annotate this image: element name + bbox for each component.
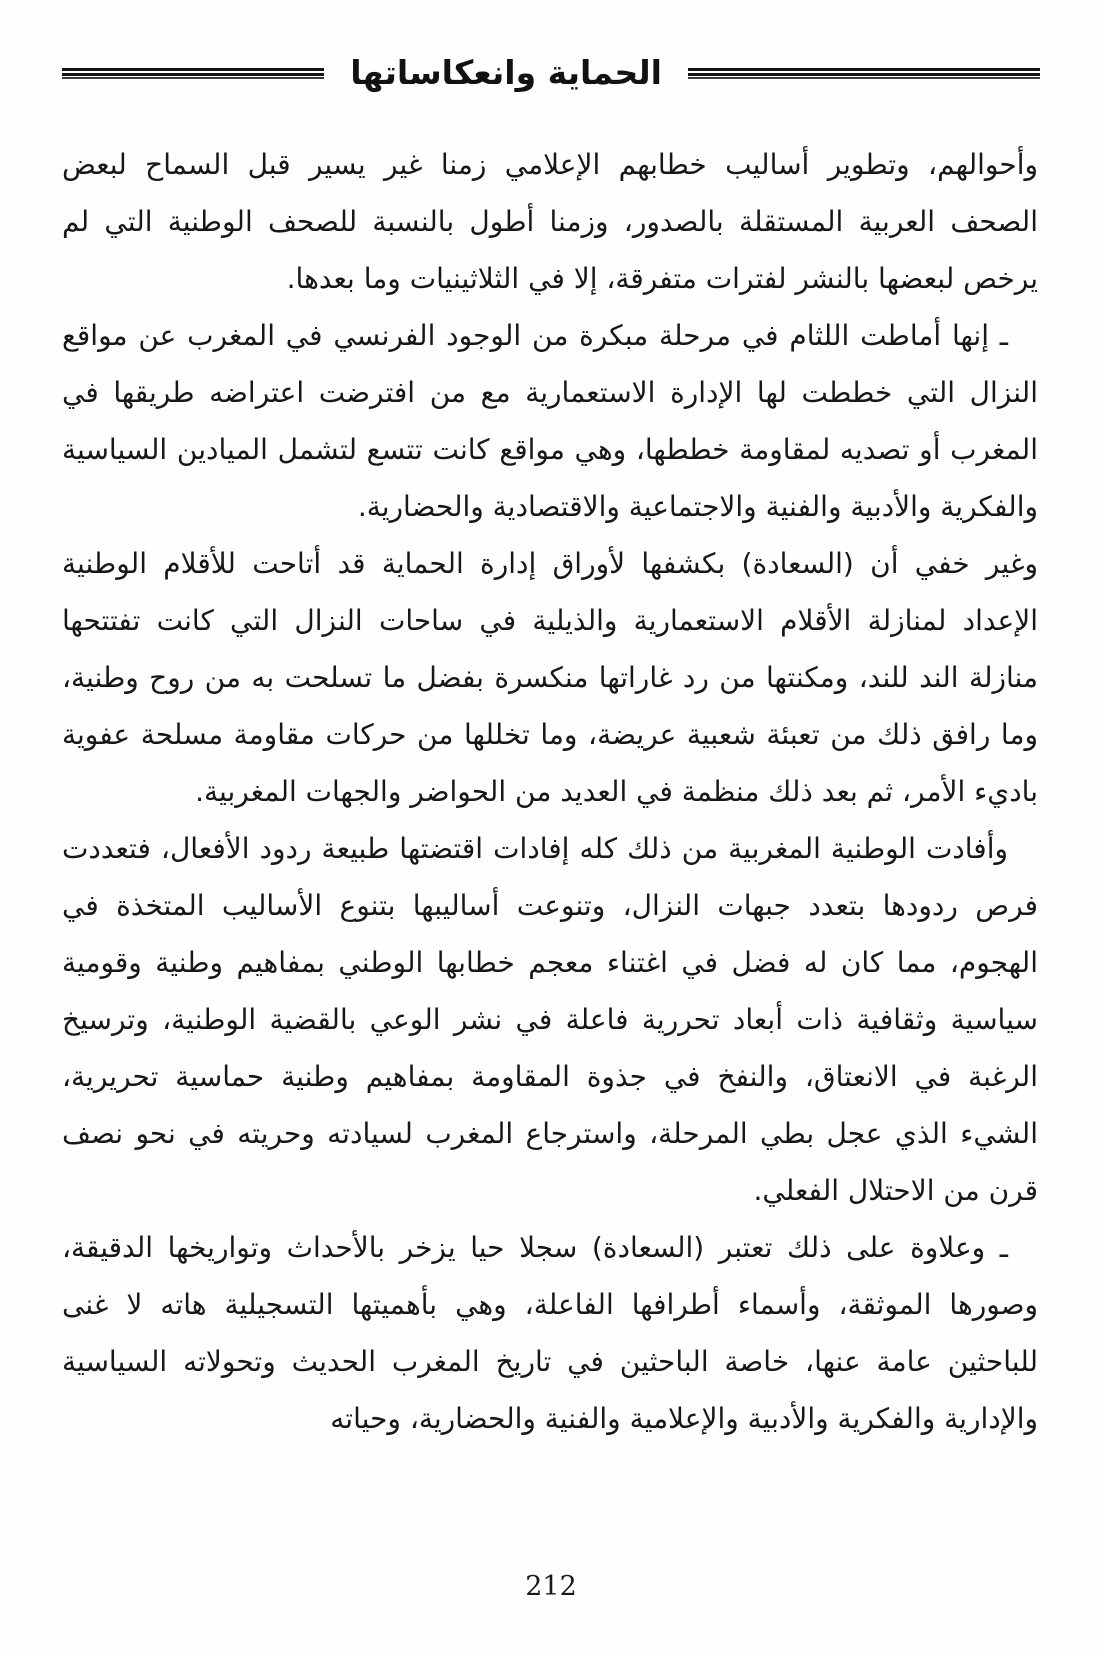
running-head xyxy=(62,50,1040,96)
running-head-title: الحماية وانعكاساتها xyxy=(350,53,662,92)
header-rule-right xyxy=(688,68,1040,79)
paragraph-dash-item: ـ وعلاوة على ذلك تعتبر (السعادة) سجلا حيا يزخر بالأحداث وتواريخها الدقيقة، وصورها الموثقة، وأسماء أطرافها الفاعلة، وهي بأهميتها التسجيلية هاته لا غنى للباحثين عامة عنها، خاصة الباحثين في تاريخ المغرب الحديث وتحولاته السياسية والإدارية والفكرية والأدبية والإعلامية والفنية والحضارية، وحياته xyxy=(62,1231,1038,1435)
header-rule-left xyxy=(62,68,324,79)
page-body xyxy=(62,136,1038,1447)
paragraph-dash-item: ـ إنها أماطت اللثام في مرحلة مبكرة من الوجود الفرنسي في المغرب عن مواقع النزال التي خططت لها الإدارة الاستعمارية مع من افترضت اعتراضه طريقها في المغرب أو تصديه لمقاومة خططها، وهي مواقع كانت تتسع لتشمل الميادين السياسية والفكرية والأدبية والفنية والاجتماعية والاقتصادية والحضارية. xyxy=(62,319,1038,523)
paragraph-continuation: وأحوالهم، وتطوير أساليب خطابهم الإعلامي زمنا غير يسير قبل السماح لبعض الصحف العربية المستقلة بالصدور، وزمنا أطول بالنسبة للصحف الوطنية التي لم يرخص لبعضها بالنشر لفترات متفرقة، إلا في الثلاثينيات وما بعدها. xyxy=(62,148,1038,295)
page-number: 212 xyxy=(525,1571,577,1602)
paragraph: وغير خفي أن (السعادة) بكشفها لأوراق إدارة الحماية قد أتاحت للأقلام الوطنية الإعداد لمنازلة الأقلام الاستعمارية والذيلية في ساحات النزال التي كانت تفتتحها منازلة الند للند، ومكنتها من رد غاراتها منكسرة بفضل ما تسلحت به من روح وطنية، وما رافق ذلك من تعبئة شعبية عريضة، وما تخللها من حركات مقاومة مسلحة عفوية باديء الأمر، ثم بعد ذلك منظمة في العديد من الحواضر والجهات المغربية. xyxy=(62,547,1038,808)
paragraph: وأفادت الوطنية المغربية من ذلك كله إفادات اقتضتها طبيعة ردود الأفعال، فتعددت فرص ردودها بتعدد جبهات النزال، وتنوعت أساليبها بتنوع الأساليب المتخذة في الهجوم، مما كان له فضل في اغتناء معجم خطابها الوطني بمفاهيم وطنية وقومية سياسية وثقافية ذات أبعاد تحررية فاعلة في نشر الوعي بالقضية الوطنية، وترسيخ الرغبة في الانعتاق، والنفخ في جذوة المقاومة بمفاهيم وطنية حماسية تحريرية، الشيء الذي عجل بطي المرحلة، واسترجاع المغرب لسيادته وحريته في نحو نصف قرن من الاحتلال الفعلي. xyxy=(62,832,1038,1207)
